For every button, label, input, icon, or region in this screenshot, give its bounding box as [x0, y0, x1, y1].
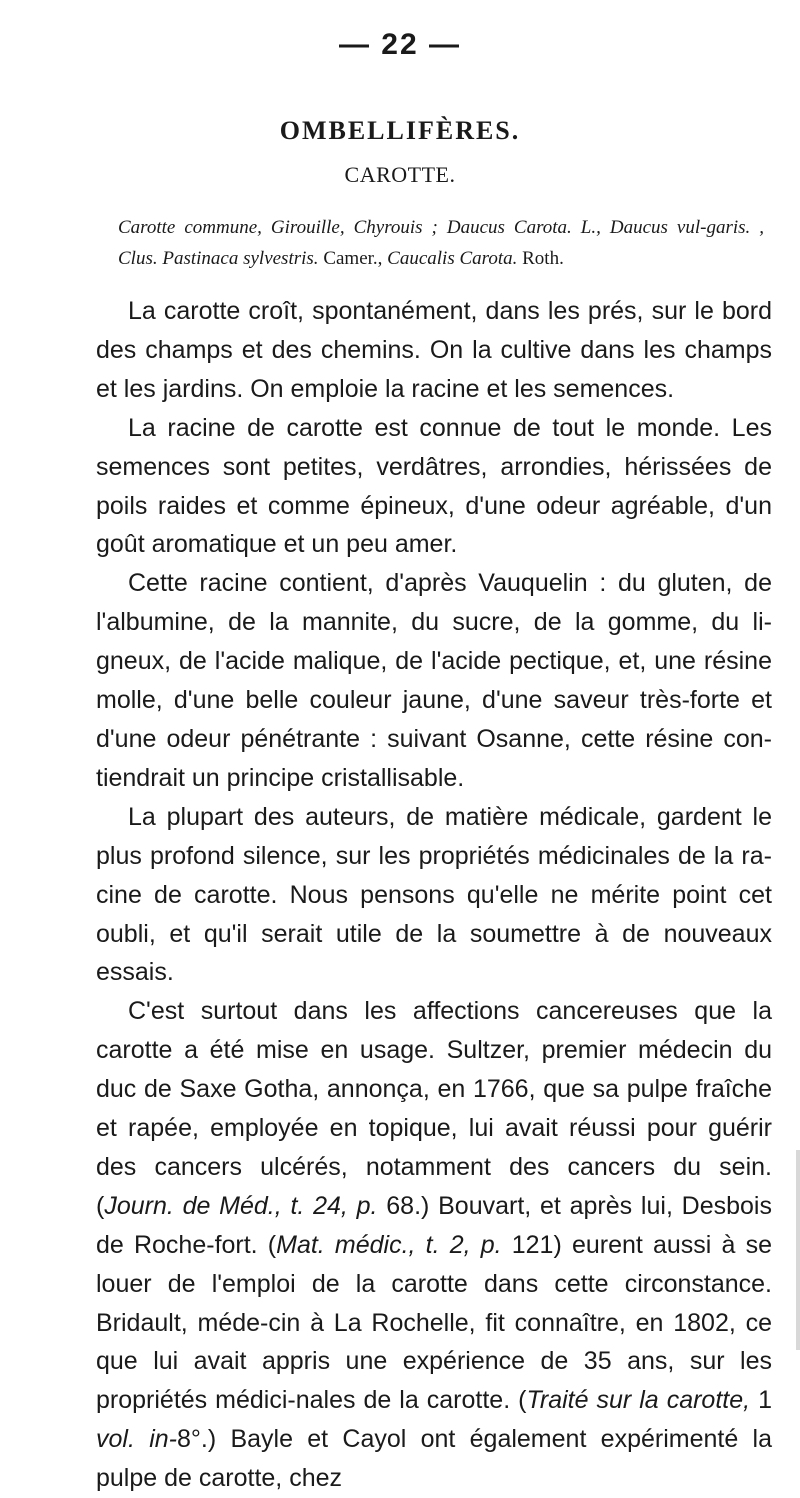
synonyms-author: Roth. — [522, 248, 564, 269]
text-run: 121) eurent aussi à se louer de l'emploi de la carotte dans cette circonstance. Bridault, méde-cin à La Rochelle, fit connaître, en 1802, ce que lui avait appris une expérience de 35 ans, sur les propriétés médici-nales de la carotte. ( — [96, 1230, 772, 1415]
synonyms-text: Caucalis Carota. — [387, 248, 523, 269]
paragraph-properties: La plupart des auteurs, de matière médicale, gardent le plus profond silence, sur les propriétés médicinales de la ra-cine de carotte. Nous pensons qu'elle ne mérite point cet oubli, et qu'il serait utile de la soumettre à de nouveaux essais. — [96, 802, 772, 987]
paragraph-composition: Cette racine contient, d'après Vauquelin : du gluten, de l'albumine, de la mannite, du sucre, de la gomme, du li-gneux, de l'acide malique, de l'acide pectique, et, une résine molle, d'une belle couleur jaune, d'une saveur très-forte et d'une odeur pénétrante : suivant Osanne, cette résine con-tiendrait un principe cristallisable. — [96, 569, 772, 792]
synonyms-line — [118, 212, 764, 274]
paragraph-habitat: La carotte croît, spontanément, dans les prés, sur le bord des champs et des chemins. On la cultive dans les champs et les jardins. On emploie la racine et les semences. — [96, 297, 772, 403]
article-title: CAROTTE. — [344, 162, 456, 187]
text-run: 68.) Bouvart, et après lui, Desbois de Roche-fort. ( — [96, 1191, 772, 1259]
paragraph-description: La racine de carotte est connue de tout le monde. Les semences sont petites, verdâtres, arrondies, hérissées de poils raides et comme épineux, d'une odeur agréable, d'un goût aromatique et un peu amer. — [96, 413, 772, 559]
citation: Journ. de Méd., t. 24, p. — [104, 1191, 378, 1220]
citation: vol. in- — [96, 1425, 177, 1454]
citation: Traité sur la carotte, — [526, 1386, 751, 1415]
synonyms-author: Camer., — [323, 248, 388, 269]
paragraph-cancer-usage — [96, 992, 772, 1498]
text-run: 8°.) Bayle et Cayol ont également expérimenté la pulpe de carotte, chez — [96, 1425, 772, 1493]
citation: Mat. médic., t. 2, p. — [276, 1230, 502, 1259]
text-run: C'est surtout dans les affections cancereuses que la carotte a été mise en usage. Sultzer, premier médecin du duc de Saxe Gotha, annonça, en 1766, que sa pulpe fraîche et rapée, employée en topique, lui avait réussi pour guérir des cancers ulcérés, notamment des cancers du sein. ( — [96, 997, 772, 1220]
text-run: 1 — [750, 1386, 772, 1415]
body-text — [96, 292, 772, 1498]
synonyms-text: Carotte commune, Girouille, Chyrouis ; Daucus Carota. L., Daucus vul-garis. , Clus. Pastinaca sylvestris. — [118, 217, 764, 269]
page-edge-shadow — [796, 1150, 800, 1350]
page-number: — 22 — — [338, 28, 462, 61]
section-title: OMBELLIFÈRES. — [279, 116, 521, 145]
